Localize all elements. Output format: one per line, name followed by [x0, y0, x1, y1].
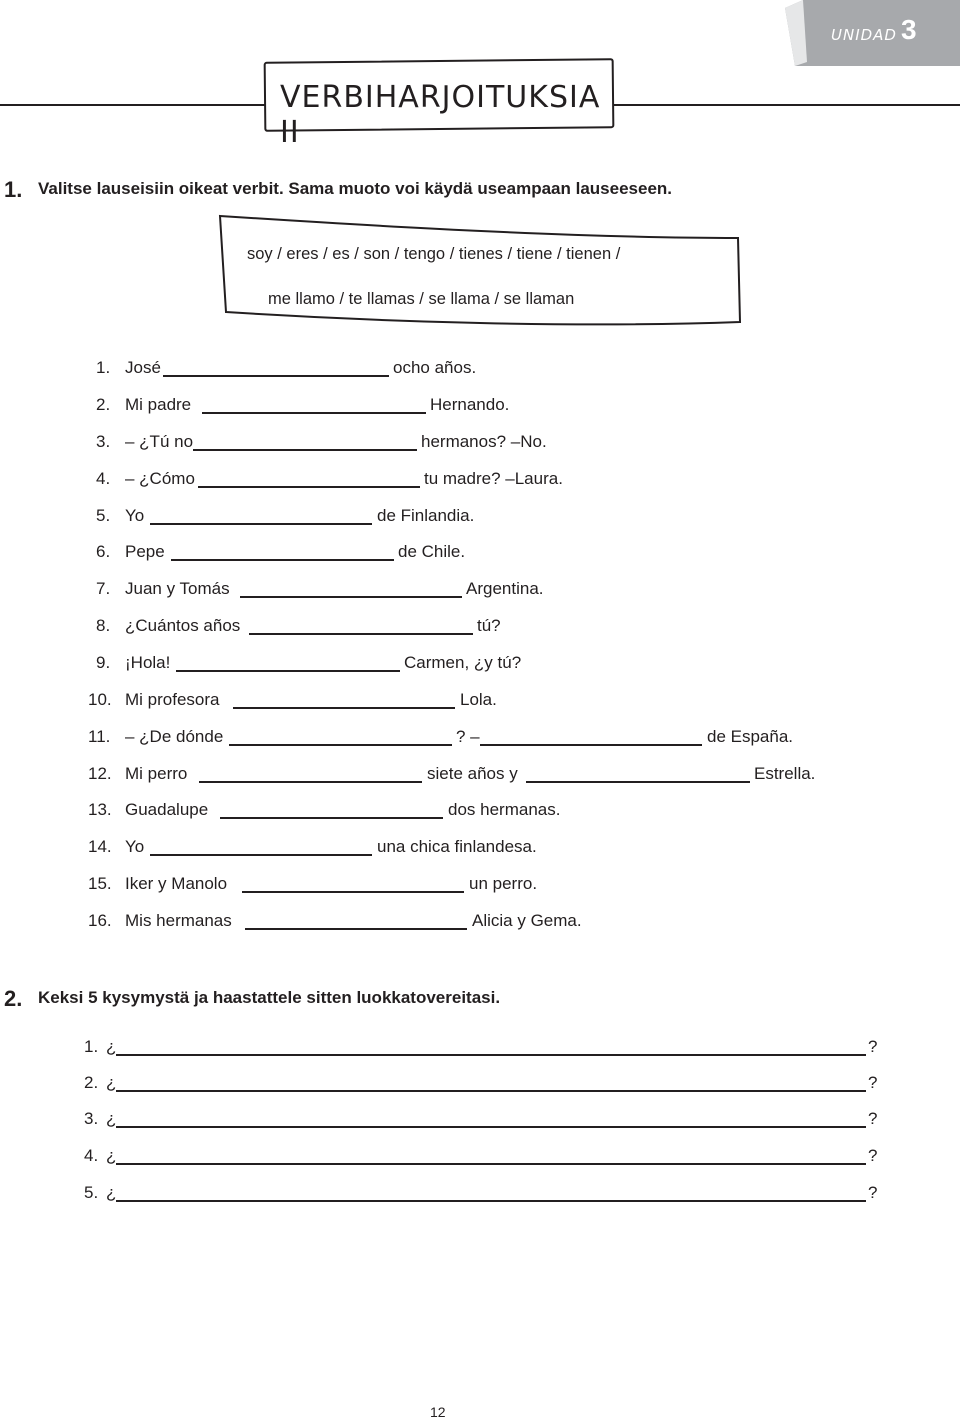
- question-row: [0, 1037, 960, 1059]
- answer-blank[interactable]: [199, 781, 422, 783]
- sentence-row: [0, 579, 960, 601]
- sentence-start: Pepe: [125, 542, 165, 561]
- answer-blank[interactable]: [176, 670, 400, 672]
- question-blank[interactable]: [116, 1090, 866, 1092]
- question-number: 4.: [84, 1146, 99, 1165]
- answer-blank[interactable]: [150, 523, 372, 525]
- sentence-start: – ¿De dónde: [125, 727, 224, 746]
- page-title: VERBIHARJOITUKSIA II: [280, 80, 601, 150]
- sentence-end: de España.: [707, 727, 794, 746]
- sentence-row: [0, 911, 960, 933]
- sentence-number: 15.: [88, 874, 112, 893]
- sentence-number: 8.: [96, 616, 111, 635]
- question-blank[interactable]: [116, 1163, 866, 1165]
- sentence-end: una chica finlandesa.: [377, 837, 537, 856]
- question-number: 1.: [84, 1037, 99, 1056]
- sentence-end: Carmen, ¿y tú?: [404, 653, 522, 672]
- sentence-number: 9.: [96, 653, 111, 672]
- question-row: [0, 1183, 960, 1205]
- sentence-number: 10.: [88, 690, 112, 709]
- answer-blank[interactable]: [233, 707, 455, 709]
- sentence-number: 11.: [88, 727, 111, 746]
- answer-blank[interactable]: [480, 744, 702, 746]
- exercise-2-instruction: Keksi 5 kysymystä ja haastattele sitten luokkatovereitasi.: [38, 988, 501, 1007]
- sentence-row: [0, 690, 960, 712]
- answer-blank[interactable]: [202, 412, 426, 414]
- sentence-end: ocho años.: [393, 358, 477, 377]
- sentence-row: [0, 358, 960, 380]
- word-box-outline: [214, 212, 746, 330]
- sentence-start: Juan y Tomás: [125, 579, 230, 598]
- question-close-mark: ?: [868, 1109, 878, 1128]
- unit-tab: [785, 0, 960, 66]
- question-open-mark: ¿: [106, 1037, 117, 1056]
- sentence-number: 6.: [96, 542, 111, 561]
- sentence-number: 7.: [96, 579, 111, 598]
- sentence-row: [0, 653, 960, 675]
- question-open-mark: ¿: [106, 1146, 117, 1165]
- sentence-end: Alicia y Gema.: [472, 911, 582, 930]
- sentence-number: 1.: [96, 358, 111, 377]
- sentence-end: hermanos? –No.: [421, 432, 547, 451]
- sentence-number: 13.: [88, 800, 112, 819]
- answer-blank[interactable]: [198, 486, 420, 488]
- sentence-end: Hernando.: [430, 395, 510, 414]
- exercise-2-number: 2.: [4, 986, 23, 1011]
- sentence-end: Argentina.: [466, 579, 544, 598]
- sentence-row: [0, 506, 960, 528]
- sentence-start: Mis hermanas: [125, 911, 232, 930]
- question-blank[interactable]: [116, 1200, 866, 1202]
- sentence-end: Lola.: [460, 690, 497, 709]
- sentence-row: [0, 837, 960, 859]
- sentence-row: [0, 874, 960, 896]
- question-close-mark: ?: [868, 1183, 878, 1202]
- sentence-end: un perro.: [469, 874, 538, 893]
- sentence-row: [0, 764, 960, 786]
- sentence-row: [0, 616, 960, 638]
- sentence-start: José: [125, 358, 161, 377]
- word-box-line-2: me llamo / te llamas / se llama / se llaman: [268, 290, 575, 308]
- sentence-end: dos hermanas.: [448, 800, 561, 819]
- sentence-start: ¿Cuántos años: [125, 616, 241, 635]
- question-close-mark: ?: [868, 1037, 878, 1056]
- sentence-end: de Finlandia.: [377, 506, 475, 525]
- answer-blank[interactable]: [171, 559, 394, 561]
- sentence-end: tú?: [477, 616, 501, 635]
- question-number: 3.: [84, 1109, 99, 1128]
- sentence-number: 2.: [96, 395, 111, 414]
- question-blank[interactable]: [116, 1054, 866, 1056]
- page-number: 12: [430, 1404, 446, 1420]
- answer-blank[interactable]: [193, 449, 417, 451]
- sentence-start: Mi perro: [125, 764, 188, 783]
- sentence-start: Guadalupe: [125, 800, 209, 819]
- unit-label: UNIDAD: [831, 26, 897, 44]
- sentence-start: – ¿Tú no: [125, 432, 194, 451]
- sentence-end: Estrella.: [754, 764, 816, 783]
- question-open-mark: ¿: [106, 1073, 117, 1092]
- sentence-start: ¡Hola!: [125, 653, 171, 672]
- exercise-1-number: 1.: [4, 177, 23, 202]
- question-row: [0, 1109, 960, 1131]
- sentence-row: [0, 395, 960, 417]
- sentence-number: 16.: [88, 911, 112, 930]
- sentence-row: [0, 727, 960, 749]
- sentence-start: – ¿Cómo: [125, 469, 195, 488]
- question-open-mark: ¿: [106, 1183, 117, 1202]
- answer-blank[interactable]: [229, 744, 452, 746]
- sentence-end: de Chile.: [398, 542, 466, 561]
- answer-blank[interactable]: [242, 891, 464, 893]
- question-number: 5.: [84, 1183, 99, 1202]
- sentence-start: Yo: [125, 506, 145, 525]
- sentence-number: 14.: [88, 837, 112, 856]
- answer-blank[interactable]: [150, 854, 372, 856]
- question-close-mark: ?: [868, 1146, 878, 1165]
- answer-blank[interactable]: [163, 375, 389, 377]
- sentence-number: 12.: [88, 764, 112, 783]
- answer-blank[interactable]: [249, 633, 473, 635]
- question-row: [0, 1146, 960, 1168]
- unit-number: 3: [901, 14, 917, 45]
- sentence-number: 4.: [96, 469, 111, 488]
- sentence-start: Mi padre: [125, 395, 192, 414]
- sentence-end: tu madre? –Laura.: [424, 469, 563, 488]
- sentence-middle: ? –: [456, 727, 480, 746]
- sentence-number: 5.: [96, 506, 111, 525]
- answer-blank[interactable]: [245, 928, 467, 930]
- question-open-mark: ¿: [106, 1109, 117, 1128]
- sentence-start: Yo: [125, 837, 145, 856]
- sentence-row: [0, 469, 960, 491]
- sentence-row: [0, 542, 960, 564]
- question-close-mark: ?: [868, 1073, 878, 1092]
- sentence-middle: siete años y: [427, 764, 518, 783]
- word-box-line-1: soy / eres / es / son / tengo / tienes / tiene / tienen /: [247, 245, 621, 263]
- sentence-row: [0, 432, 960, 454]
- answer-blank[interactable]: [526, 781, 750, 783]
- sentence-start: Iker y Manolo: [125, 874, 228, 893]
- sentence-start: Mi profesora: [125, 690, 220, 709]
- answer-blank[interactable]: [220, 817, 443, 819]
- exercise-1-instruction: Valitse lauseisiin oikeat verbit. Sama muoto voi käydä useampaan lauseeseen.: [38, 179, 673, 198]
- answer-blank[interactable]: [240, 596, 462, 598]
- sentence-row: [0, 800, 960, 822]
- question-blank[interactable]: [116, 1126, 866, 1128]
- sentence-number: 3.: [96, 432, 111, 451]
- question-number: 2.: [84, 1073, 99, 1092]
- question-row: [0, 1073, 960, 1095]
